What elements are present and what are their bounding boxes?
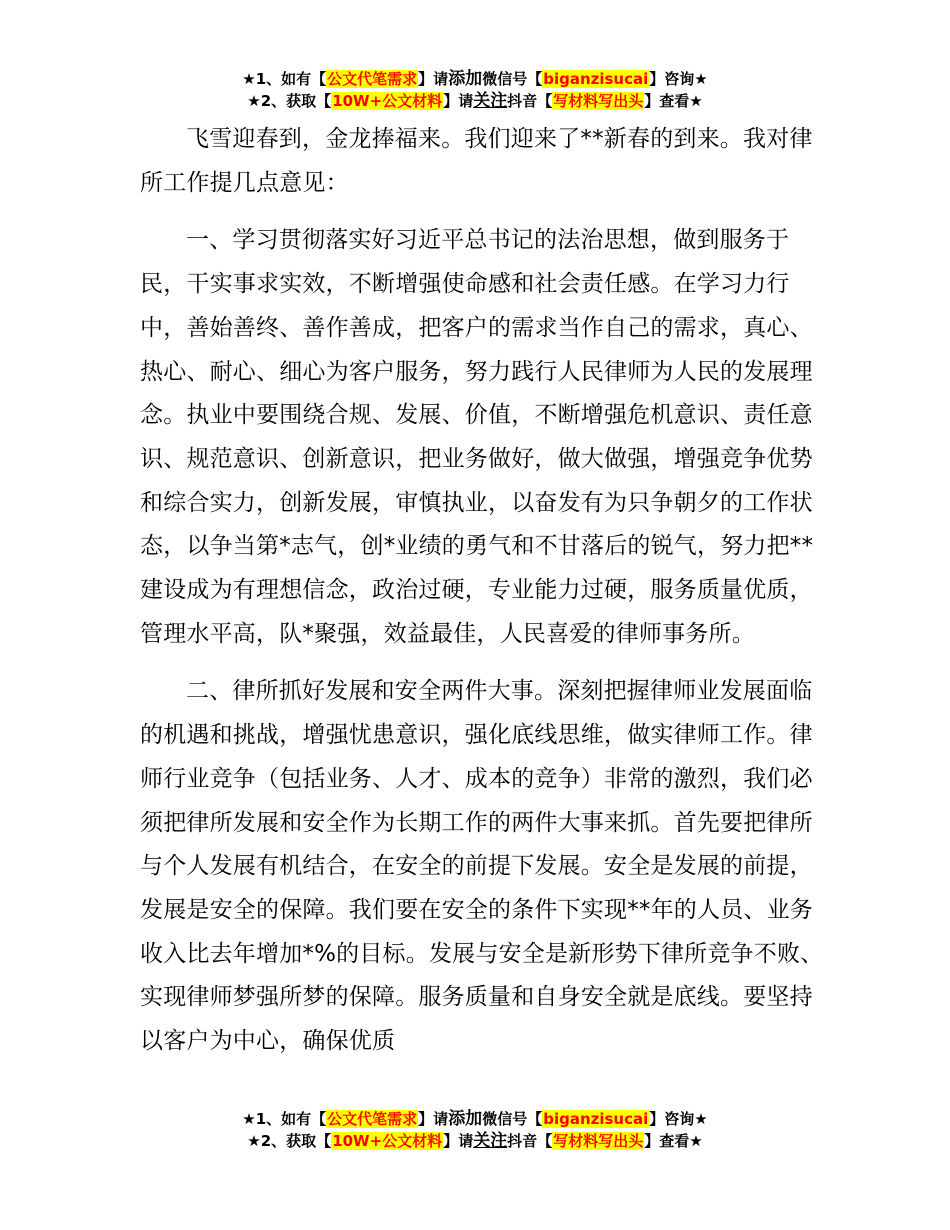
banner-text: ★2、获取【 (247, 1132, 332, 1150)
banner-highlight: 写材料写出头 (553, 1132, 644, 1150)
banner-highlight: biganzisucai (543, 1110, 649, 1128)
banner-highlight: 公文代笔需求 (327, 70, 418, 88)
banner-emphasis: 关注 (473, 1131, 508, 1151)
banner-line-1 (0, 68, 950, 90)
banner-text: 】请 (443, 1132, 474, 1150)
paragraph-section-1: 一、学习贯彻落实好习近平总书记的法治思想，做到服务于民，干实事求实效，不断增强使命感和社会责任感。在学习力行中，善始善终、善作善成，把客户的需求当作自己的需求，真心、热心、耐心、细心为客户服务，努力践行人民律师为人民的发展理念。执业中要围绕合规、发展、价值，不断增强危机意识、责任意识、规范意识、创新意识，把业务做好，做大做强，增强竞争优势和综合实力，创新发展，审慎执业，以奋发有为只争朝夕的工作状态，以争当第*志气，创*业绩的勇气和不甘落后的锐气，努力把**建设成为有理想信念，政治过硬，专业能力过硬，服务质量优质，管理水平高，队*聚强，效益最佳，人民喜爱的律师事务所。 (140, 227, 814, 647)
banner-highlight: 公文代笔需求 (327, 1110, 418, 1128)
banner-text: 】查看★ (644, 1132, 703, 1150)
banner-text: ★2、获取【 (247, 92, 332, 110)
footer-banner (0, 1108, 950, 1152)
banner-text: 抖音【 (507, 92, 553, 110)
paragraph-section-2: 二、律所抓好发展和安全两件大事。深刻把握律师业发展面临的机遇和挑战，增强忧患意识，强化底线思维，做实律师工作。律师行业竞争（包括业务、人才、成本的竞争）非常的激烈，我们必须把律所发展和安全作为长期工作的两件大事来抓。首先要把律所与个人发展有机结合，在安全的前提下发展。安全是发展的前提，发展是安全的保障。我们要在安全的条件下实现**年的人员、业务收入比去年增加*%的目标。发展与安全是新形势下律所竞争不败、实现律师梦强所梦的保障。服务质量和自身安全就是底线。要坚持以客户为中心，确保优质 (140, 678, 824, 1055)
banner-text: 】咨询★ (649, 1110, 708, 1128)
banner-emphasis: 关注 (473, 91, 508, 111)
banner-emphasis: 添加 (448, 1109, 483, 1129)
banner-highlight: 10W+公文材料 (332, 92, 443, 110)
banner-highlight: 10W+公文材料 (332, 1132, 443, 1150)
banner-text: 】请 (443, 92, 474, 110)
banner-text: ★1、如有【 (242, 1110, 327, 1128)
banner-text: 微信号【 (482, 70, 543, 88)
banner-line-1 (0, 1108, 950, 1130)
banner-text: 抖音【 (507, 1132, 553, 1150)
header-banner (0, 68, 950, 112)
paragraph-opening: 飞雪迎春到，金龙捧福来。我们迎来了**新春的到来。我对律所工作提几点意见： (140, 126, 813, 196)
banner-highlight: 写材料写出头 (553, 92, 644, 110)
banner-text: 】请 (418, 70, 449, 88)
banner-text: 】咨询★ (649, 70, 708, 88)
document-body (140, 118, 830, 1064)
banner-text: 微信号【 (482, 1110, 543, 1128)
banner-line-2 (0, 90, 950, 112)
banner-text: 】请 (418, 1110, 449, 1128)
banner-highlight: biganzisucai (543, 70, 649, 88)
banner-line-2 (0, 1130, 950, 1152)
banner-text: ★1、如有【 (242, 70, 327, 88)
banner-text: 】查看★ (644, 92, 703, 110)
banner-emphasis: 添加 (448, 69, 483, 89)
